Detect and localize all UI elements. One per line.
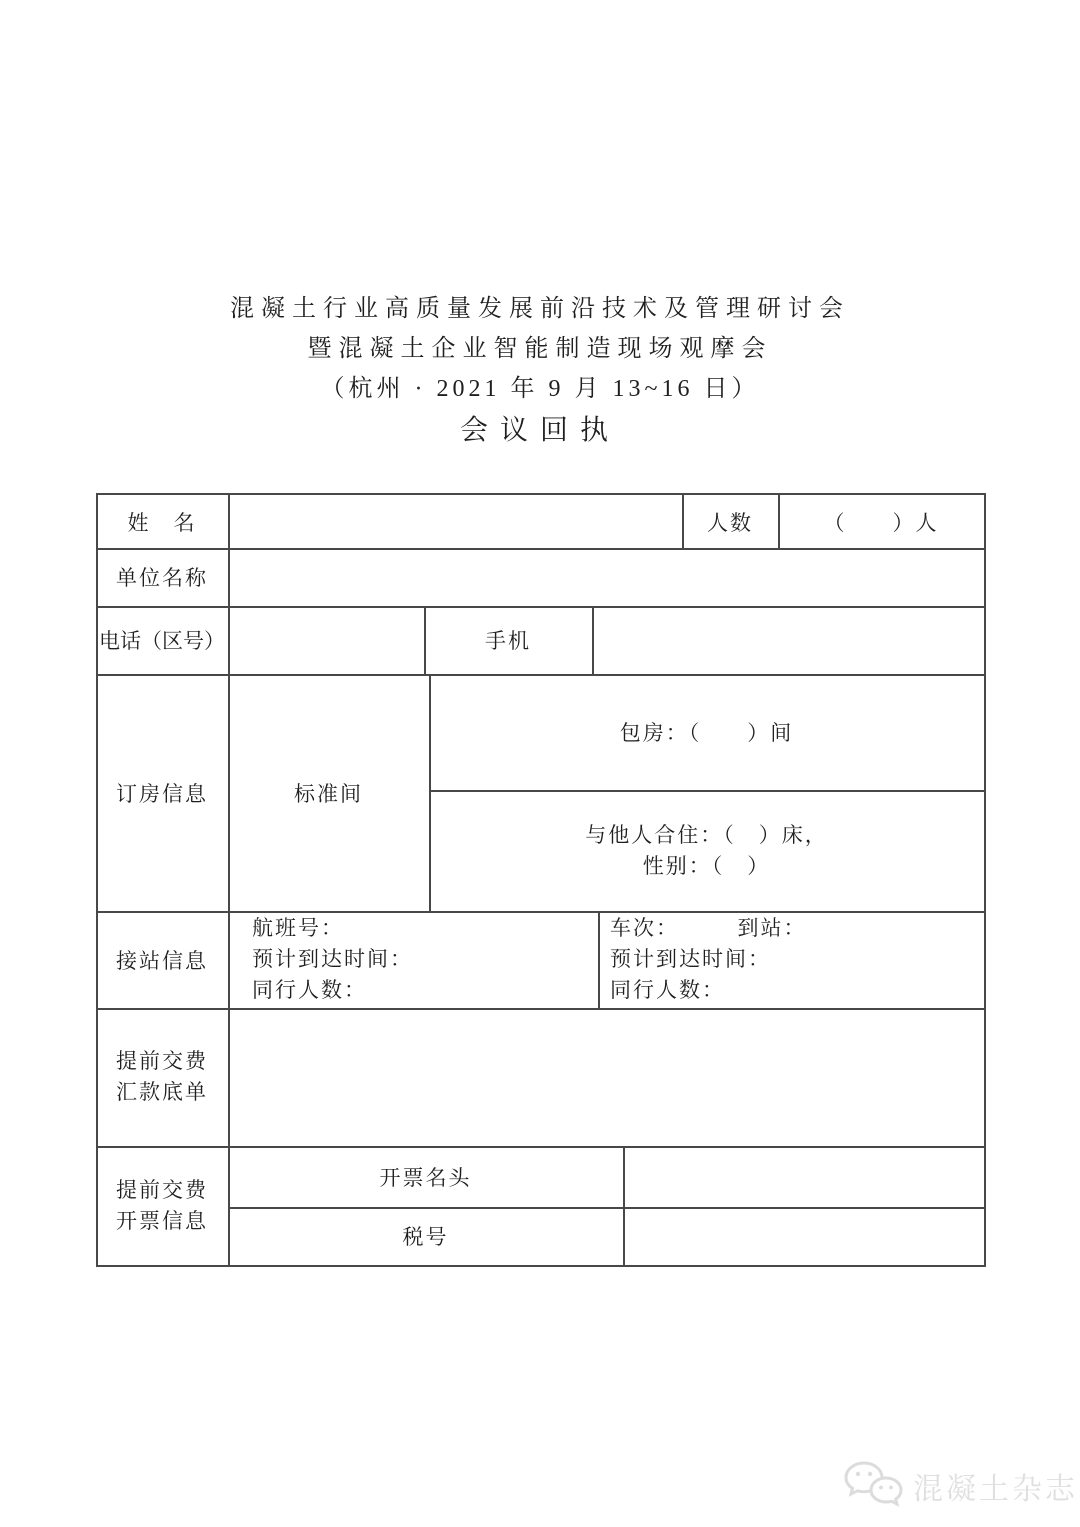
invoice-label-line-1: 提前交费 <box>116 1177 208 1202</box>
shared-room-line-1: 与他人合住：（ ）床， <box>585 822 828 847</box>
invoice-title-label: 开票名头 <box>379 1165 472 1190</box>
mobile-blank-field <box>592 606 984 674</box>
pickup-label: 接站信息 <box>116 948 208 973</box>
flight-number-label: 航班号： <box>252 916 344 940</box>
grid-line <box>984 493 986 1267</box>
phone-label: 电话（区号） <box>99 629 225 653</box>
company-blank-field <box>228 548 984 606</box>
payment-receipt-blank-field <box>228 1008 984 1146</box>
conference-title-line-1: 混凝土行业高质量发展前沿技术及管理研讨会 <box>230 296 850 322</box>
wechat-icon <box>843 1460 905 1512</box>
invoice-label <box>96 1146 228 1265</box>
flight-arrival-label: 预计到达时间： <box>252 947 413 971</box>
tax-id-blank-field <box>623 1207 984 1265</box>
payment-receipt-label <box>96 1008 228 1146</box>
tax-id-label: 税号 <box>402 1225 449 1249</box>
train-number-label: 车次： 到站： <box>610 916 807 940</box>
shared-room-line-2: 性别：（ ） <box>642 853 771 878</box>
booking-label: 订房信息 <box>116 781 208 806</box>
headcount-label: 人数 <box>707 510 753 535</box>
invoice-title-blank-field <box>623 1146 984 1207</box>
train-info-cell <box>598 911 984 1008</box>
room-type-label: 标准间 <box>294 781 363 806</box>
watermark-text: 混凝土杂志 <box>913 1473 1078 1506</box>
name-blank-field <box>228 493 682 550</box>
mobile-label: 手机 <box>485 629 531 653</box>
phone-blank-field <box>228 606 424 674</box>
flight-info-cell <box>228 911 598 1008</box>
train-arrival-label: 预计到达时间： <box>610 947 771 971</box>
shared-room-cell <box>429 790 984 911</box>
form-title: 会议回执 <box>459 415 620 446</box>
payment-receipt-label-line-1: 提前交费 <box>116 1049 208 1073</box>
conference-title-line-2: 暨混凝土企业智能制造现场观摩会 <box>307 336 773 362</box>
invoice-label-line-2: 开票信息 <box>116 1208 208 1233</box>
headcount-value: （ ）人 <box>823 510 939 535</box>
name-label: 姓 名 <box>127 510 197 535</box>
payment-receipt-label-line-2: 汇款底单 <box>116 1080 208 1104</box>
train-companions-label: 同行人数： <box>610 978 725 1002</box>
watermark <box>843 1460 1078 1512</box>
private-room-cell: 包房：（ ）间 <box>619 721 794 745</box>
company-label: 单位名称 <box>116 566 208 590</box>
conference-date-location: （杭州 · 2021 年 9 月 13~16 日） <box>320 376 760 402</box>
flight-companions-label: 同行人数： <box>252 978 367 1002</box>
